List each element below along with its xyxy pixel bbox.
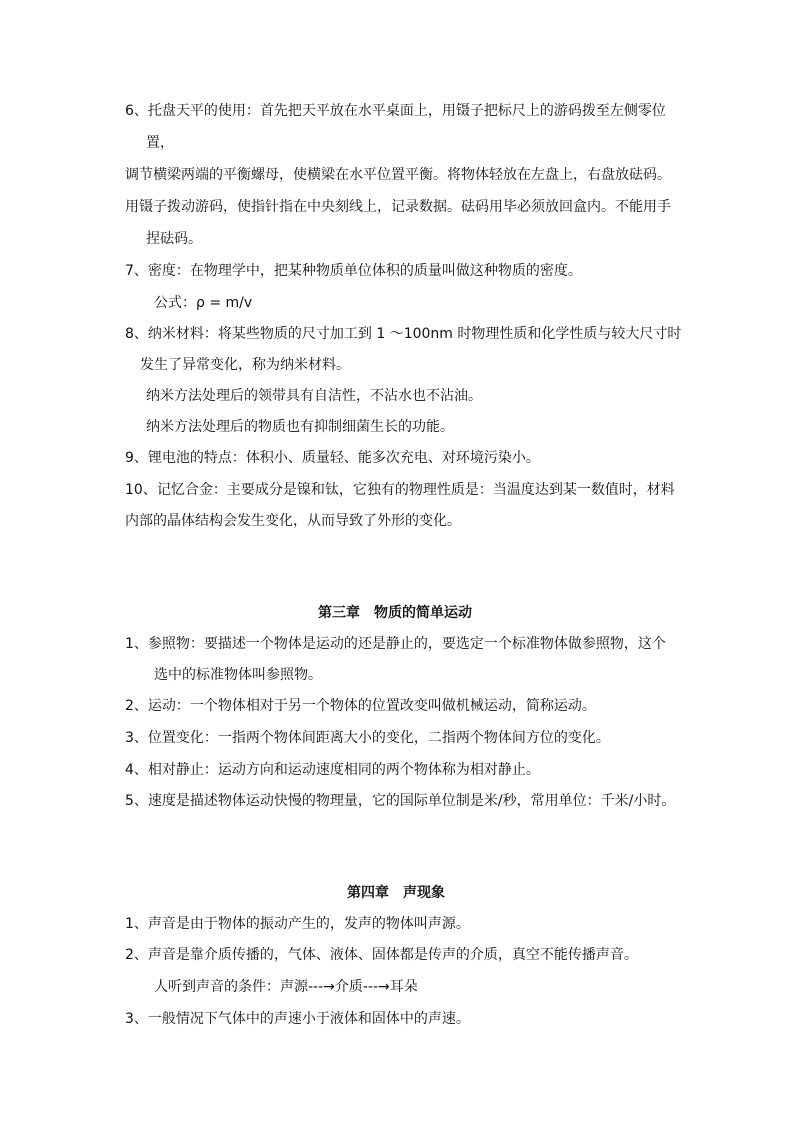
chapter-4-title: 第四章 声现象 (347, 885, 445, 901)
item-6-line-4: 用镊子拨动游码，使指针指在中央刻线上，记录数据。砝码用毕必须放回盒内。不能用手 (125, 199, 671, 215)
item-10-line-1: 10、记忆合金：主要成分是镍和钛，它独有的物理性质是：当温度达到某一数值时，材料 (125, 482, 675, 498)
ch4-item-1: 1、声音是由于物体的振动产生的，发声的物体叫声源。 (125, 916, 470, 932)
item-6-line-3: 调节横梁两端的平衡螺母，使横梁在水平位置平衡。将物体轻放在左盘上，右盘放砝码。 (125, 167, 671, 183)
item-8-line-3: 纳米方法处理后的领带具有自洁性，不沾水也不沾油。 (146, 388, 482, 404)
ch3-item-3: 3、位置变化：一指两个物体间距离大小的变化，二指两个物体间方位的变化。 (125, 730, 610, 746)
item-6-line-1: 6、托盘天平的使用：首先把天平放在水平桌面上，用镊子把标尺上的游码拨至左侧零位 (125, 103, 666, 119)
ch3-item-5: 5、速度是描述物体运动快慢的物理量，它的国际单位制是米/秒，常用单位：千米/小时。 (125, 793, 676, 809)
item-7-formula: 公式：ρ = m/v (154, 295, 253, 311)
ch3-item-4: 4、相对静止：运动方向和运动速度相同的两个物体称为相对静止。 (125, 762, 540, 778)
item-6-line-2: 置， (146, 135, 174, 151)
chapter-3-title: 第三章 物质的简单运动 (318, 605, 472, 621)
item-8-line-1: 8、纳米材料：将某些物质的尺寸加工到 1 ～100nm 时物理性质和化学性质与较大尺寸时 (125, 326, 682, 342)
item-9-line-1: 9、锂电池的特点：体积小、质量轻、能多次充电、对环境污染小。 (125, 450, 540, 466)
ch3-item-1-line-1: 1、参照物：要描述一个物体是运动的还是静止的，要选定一个标准物体做参照物，这个 (125, 636, 666, 652)
ch4-item-3: 3、一般情况下气体中的声速小于液体和固体中的声速。 (125, 1011, 470, 1027)
item-8-line-4: 纳米方法处理后的物质也有抑制细菌生长的功能。 (146, 419, 454, 435)
ch3-item-2: 2、运动：一个物体相对于另一个物体的位置改变叫做机械运动，简称运动。 (125, 698, 596, 714)
ch3-item-1-line-2: 选中的标准物体叫参照物。 (154, 667, 322, 683)
item-6-line-5: 捏砝码。 (146, 231, 202, 247)
item-8-line-2: 发生了异常变化，称为纳米材料。 (140, 357, 350, 373)
item-10-line-2: 内部的晶体结构会发生变化，从而导致了外形的变化。 (125, 513, 461, 529)
ch4-item-2-condition: 人听到声音的条件：声源---→介质---→耳朵 (154, 979, 418, 995)
ch4-item-2: 2、声音是靠介质传播的，气体、液体、固体都是传声的介质，真空不能传播声音。 (125, 947, 638, 963)
item-7-line-1: 7、密度：在物理学中，把某种物质单位体积的质量叫做这种物质的密度。 (125, 263, 582, 279)
